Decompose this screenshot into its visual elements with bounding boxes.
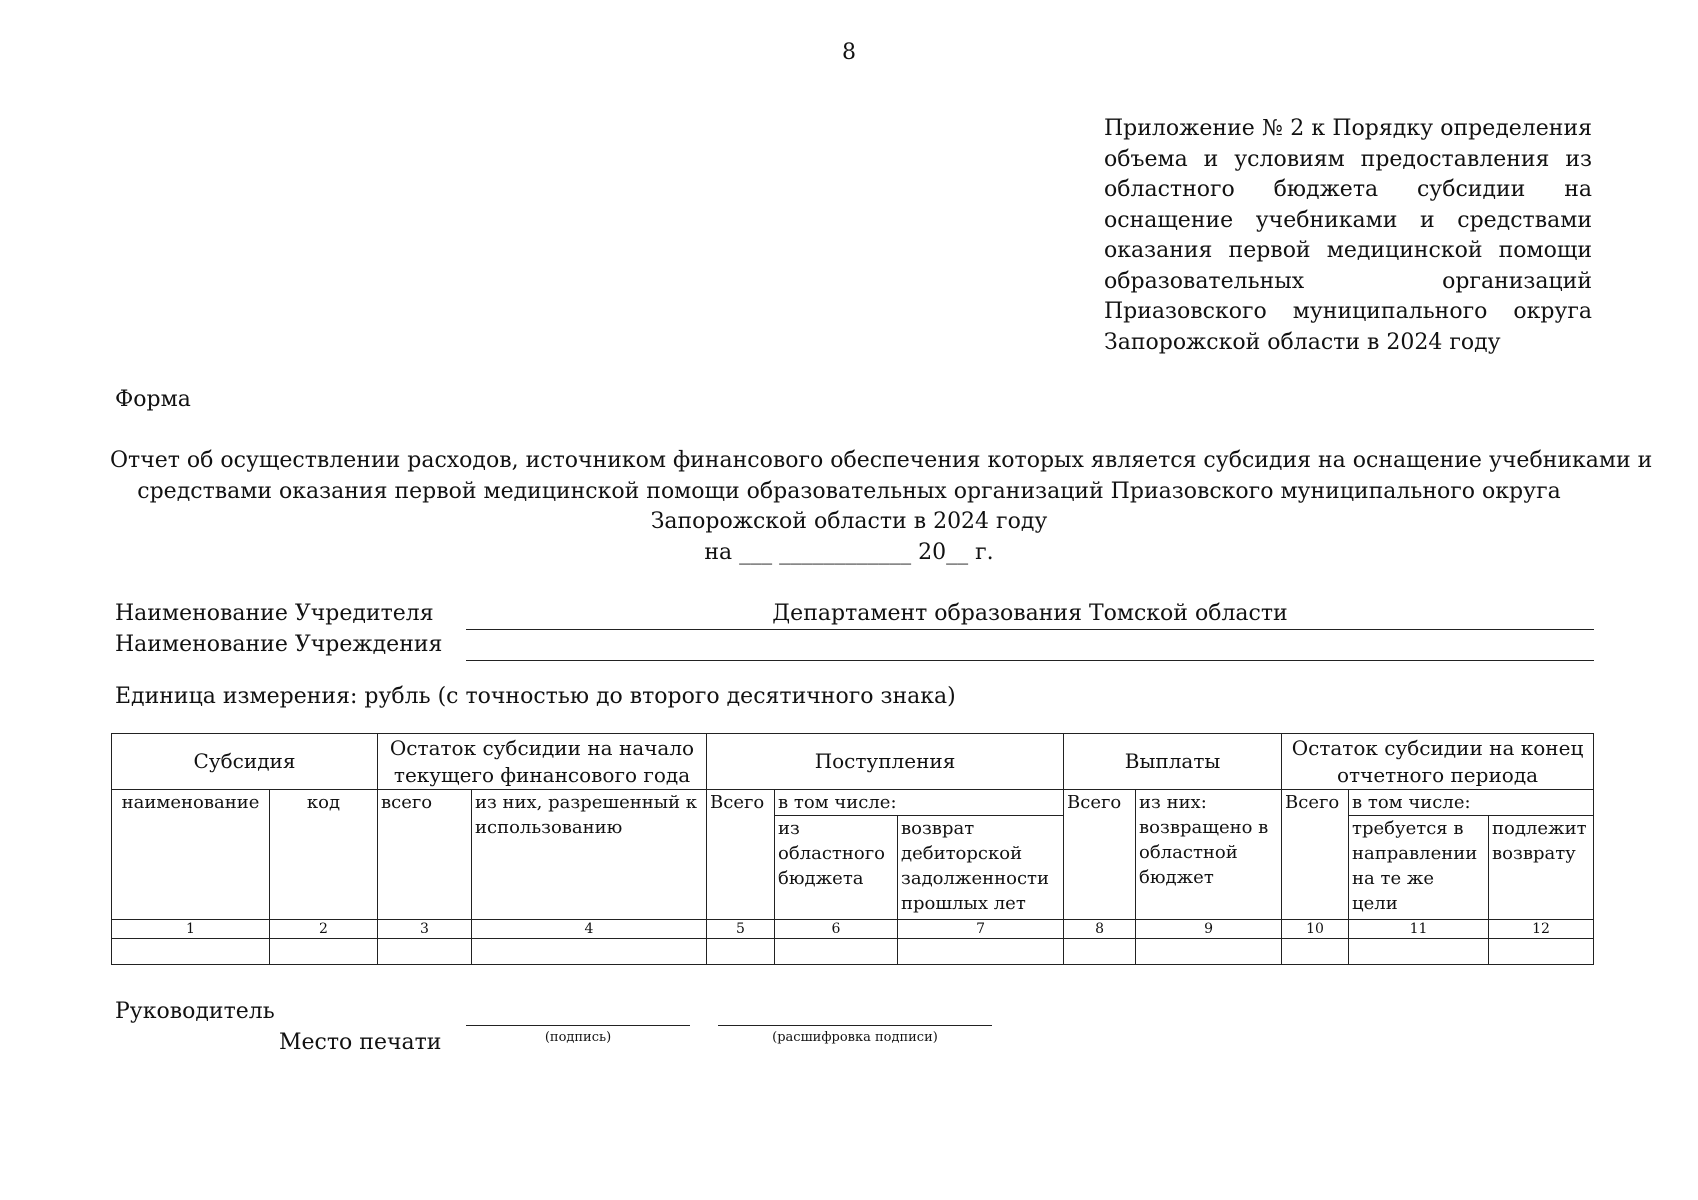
appendix-line: Приложение № 2 к Порядку определения [1104, 116, 1592, 141]
institution-field[interactable] [466, 631, 1594, 661]
col-number: 5 [707, 920, 775, 939]
col-number: 6 [775, 920, 898, 939]
col-start-total: всего [378, 790, 472, 920]
col-to-return: подлежит возврату [1489, 816, 1594, 920]
unit-line: Единица измерения: рубль (с точностью до второго десятичного знака) [115, 684, 956, 709]
col-number: 10 [1282, 920, 1349, 939]
col-end-total: Всего [1282, 790, 1349, 920]
empty-cell[interactable] [378, 939, 472, 965]
form-label: Форма [115, 387, 191, 412]
col-name: наименование [112, 790, 270, 920]
col-number: 3 [378, 920, 472, 939]
appendix-line: оказания первой медицинской помощи [1104, 238, 1592, 263]
empty-cell[interactable] [1349, 939, 1489, 965]
institution-label: Наименование Учреждения [115, 632, 443, 657]
empty-cell[interactable] [1136, 939, 1282, 965]
founder-label: Наименование Учредителя [115, 601, 434, 626]
col-group-subsidy: Субсидия [112, 734, 378, 790]
col-code: код [270, 790, 378, 920]
col-returned: возвращено в областной бюджет [1139, 817, 1269, 888]
col-start-allowed: из них, разрешенный к использованию [472, 790, 707, 920]
signature-decode-line[interactable] [718, 1025, 992, 1026]
col-number: 12 [1489, 920, 1594, 939]
signature-line[interactable] [466, 1025, 690, 1026]
appendix-line: образовательных организаций [1104, 268, 1592, 294]
empty-cell[interactable] [775, 939, 898, 965]
col-payments-total: Всего [1064, 790, 1136, 920]
founder-value: Департамент образования Томской области [772, 601, 1288, 626]
col-number: 1 [112, 920, 270, 939]
empty-cell[interactable] [472, 939, 707, 965]
col-group-end-balance: Остаток субсидии на конец отчетного периода [1282, 734, 1594, 790]
col-group-receipts: Поступления [707, 734, 1064, 790]
col-number: 11 [1349, 920, 1489, 939]
empty-cell[interactable] [270, 939, 378, 965]
report-title [110, 446, 1653, 568]
col-from-regional: из областного бюджета [775, 816, 898, 920]
empty-cell[interactable] [707, 939, 775, 965]
empty-cell[interactable] [898, 939, 1064, 965]
col-debt-return: возврат дебиторской задолженности прошлых лет [898, 816, 1064, 920]
col-required-same: требуется в направлении на те же цели [1349, 816, 1489, 920]
table-row [112, 939, 1594, 965]
empty-cell[interactable] [1282, 939, 1349, 965]
appendix-line: областного бюджета субсидии на [1104, 177, 1592, 202]
col-payments-of-label: из них: [1139, 792, 1207, 813]
col-number: 2 [270, 920, 378, 939]
head-label: Руководитель [115, 999, 275, 1024]
empty-cell[interactable] [1489, 939, 1594, 965]
appendix-line: Запорожской области в 2024 году [1104, 329, 1501, 355]
appendix-line: Приазовского муниципального округа [1104, 299, 1592, 324]
empty-cell[interactable] [112, 939, 270, 965]
title-line: Отчет об осуществлении расходов, источником финансового обеспечения которых является субсидия на оснащение учебниками и [110, 448, 1653, 473]
col-group-payments: Выплаты [1064, 734, 1282, 790]
stamp-label: Место печати [279, 1030, 442, 1055]
col-receipts-total: Всего [707, 790, 775, 920]
appendix-note [1104, 114, 1592, 358]
col-group-start-balance: Остаток субсидии на начало текущего финансового года [378, 734, 707, 790]
signature-caption: (подпись) [544, 1030, 612, 1045]
report-table [111, 733, 1594, 965]
page-number: 8 [842, 40, 856, 65]
col-end-including: в том числе: [1349, 790, 1594, 816]
appendix-line: оснащение учебниками и средствами [1104, 207, 1592, 233]
col-payments-of [1136, 790, 1282, 920]
col-number: 9 [1136, 920, 1282, 939]
col-receipts-including: в том числе: [775, 790, 1064, 816]
empty-cell[interactable] [1064, 939, 1136, 965]
col-number: 7 [898, 920, 1064, 939]
title-line: средствами оказания первой медицинской помощи образовательных организаций Приазовского муниципального округа [137, 478, 1561, 504]
signature-decode-caption: (расшифровка подписи) [772, 1030, 938, 1045]
col-number: 8 [1064, 920, 1136, 939]
appendix-line: объема и условиям предоставления из [1104, 146, 1592, 172]
col-number: 4 [472, 920, 707, 939]
title-line: Запорожской области в 2024 году [650, 509, 1048, 534]
report-date-line: на ___ ____________ 20__ г. [704, 539, 994, 565]
